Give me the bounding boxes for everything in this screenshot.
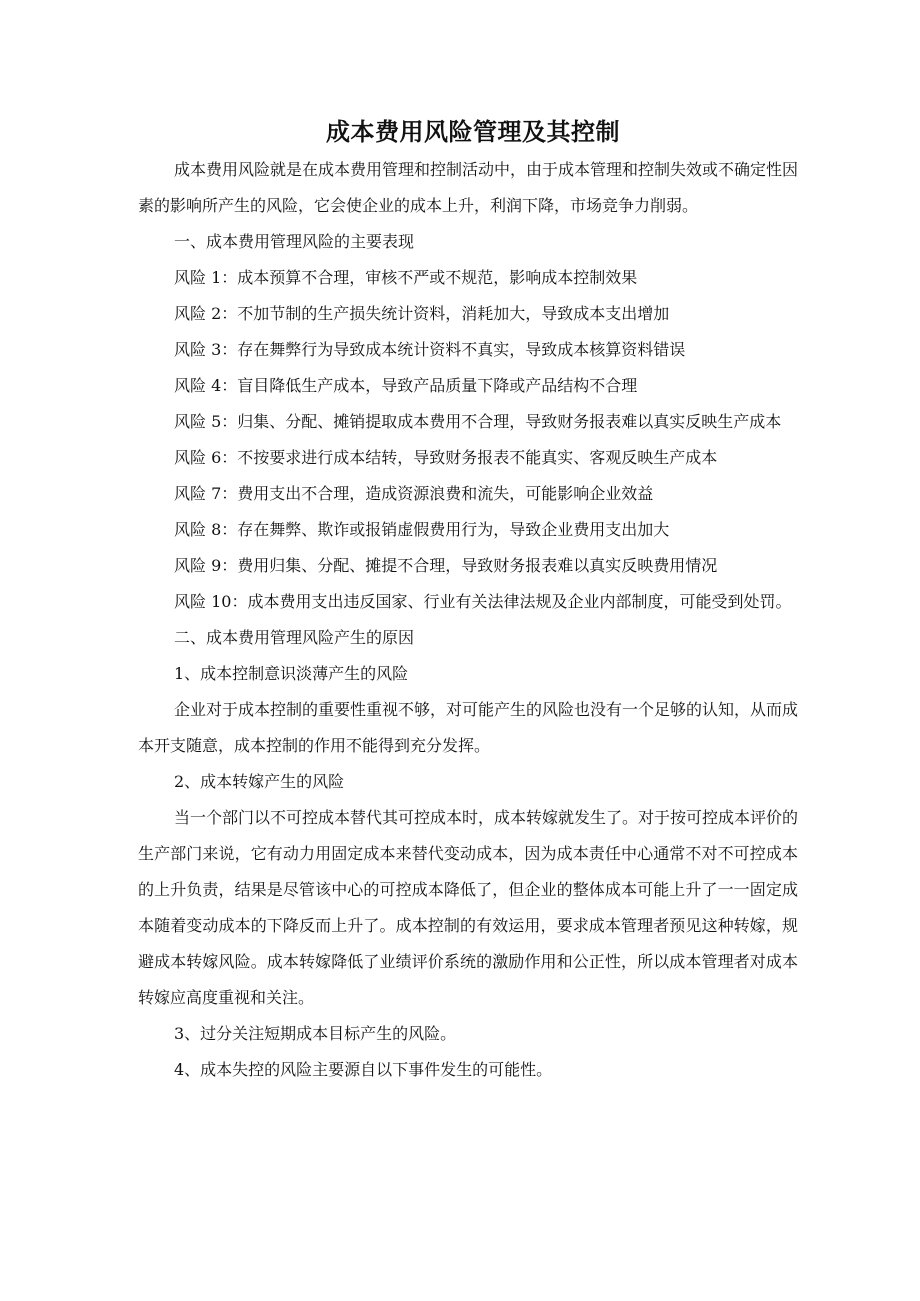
risk-item-7: 风险 7：费用支出不合理，造成资源浪费和流失，可能影响企业效益 bbox=[174, 484, 654, 503]
risk-item-9: 风险 9：费用归集、分配、摊提不合理，导致财务报表难以真实反映费用情况 bbox=[174, 556, 718, 575]
section2-heading: 二、成本费用管理风险产生的原因 bbox=[174, 628, 415, 647]
cause-3-heading: 3、过分关注短期成本目标产生的风险。 bbox=[174, 1024, 457, 1043]
cause-4-heading: 4、成本失控的风险主要源自以下事件发生的可能性。 bbox=[174, 1060, 553, 1079]
cause-1-heading: 1、成本控制意识淡薄产生的风险 bbox=[174, 664, 409, 683]
risk-item-2: 风险 2：不加节制的生产损失统计资料，消耗加大，导致成本支出增加 bbox=[174, 304, 670, 323]
risk-item-10: 风险 10：成本费用支出违反国家、行业有关法律法规及企业内部制度，可能受到处罚。 bbox=[174, 592, 792, 611]
risk-item-8: 风险 8：存在舞弊、欺诈或报销虚假费用行为，导致企业费用支出加大 bbox=[174, 520, 670, 539]
intro-paragraph: 成本费用风险就是在成本费用管理和控制活动中，由于成本管理和控制失效或不确定性因素的影响所产生的风险，它会使企业的成本上升，利润下降，市场竞争力削弱。 bbox=[138, 160, 799, 215]
cause-2-heading: 2、成本转嫁产生的风险 bbox=[174, 772, 345, 791]
risk-item-5: 风险 5：归集、分配、摊销提取成本费用不合理，导致财务报表难以真实反映生产成本 bbox=[174, 412, 782, 431]
risk-item-6: 风险 6：不按要求进行成本结转，导致财务报表不能真实、客观反映生产成本 bbox=[174, 448, 718, 467]
document-title: 成本费用风险管理及其控制 bbox=[326, 117, 620, 146]
cause-2-text: 当一个部门以不可控成本替代其可控成本时，成本转嫁就发生了。对于按可控成本评价的生产部门来说，它有动力用固定成本来替代变动成本，因为成本责任中心通常不对不可控成本的上升负责，结果是尽管该中心的可控成本降低了，但企业的整体成本可能上升了一一固定成本随着变动成本的下降反而上升了。成本控制的有效运用，要求成本管理者预见这种转嫁，规避成本转嫁风险。成本转嫁降低了业绩评价系统的激励作用和公正性，所以成本管理者对成本转嫁应高度重视和关注。 bbox=[138, 808, 799, 1007]
risk-item-3: 风险 3：存在舞弊行为导致成本统计资料不真实，导致成本核算资料错误 bbox=[174, 340, 686, 359]
section1-heading: 一、成本费用管理风险的主要表现 bbox=[174, 232, 415, 251]
risk-item-1: 风险 1：成本预算不合理，审核不严或不规范，影响成本控制效果 bbox=[174, 268, 638, 287]
cause-1-text: 企业对于成本控制的重要性重视不够，对可能产生的风险也没有一个足够的认知，从而成本开支随意，成本控制的作用不能得到充分发挥。 bbox=[138, 700, 799, 755]
document-body bbox=[138, 112, 798, 1088]
risk-item-4: 风险 4：盲目降低生产成本，导致产品质量下降或产品结构不合理 bbox=[174, 376, 638, 395]
